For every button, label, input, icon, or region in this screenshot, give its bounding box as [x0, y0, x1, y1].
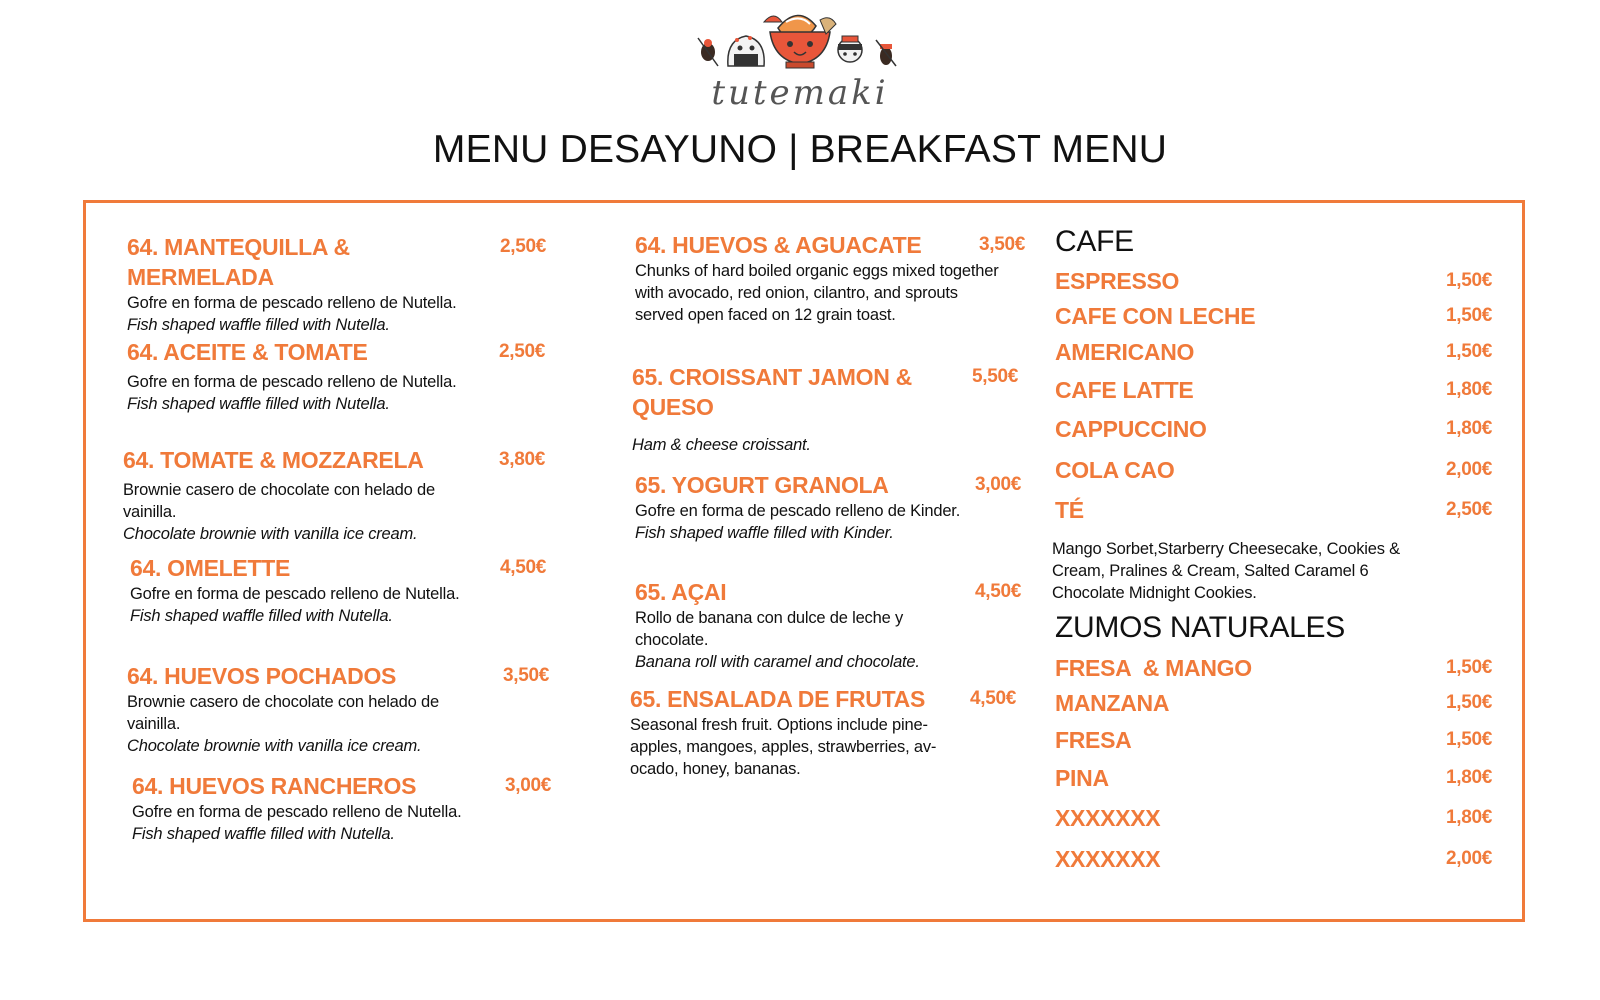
menu-item	[127, 232, 577, 336]
item-description-en: Chocolate brownie with vanilla ice cream.	[127, 737, 422, 755]
item-price: 3,00€	[975, 474, 1022, 495]
item-name: 65. AÇAI	[635, 579, 727, 605]
drink-price: 1,50€	[1445, 692, 1492, 713]
sushi-characters-logo-icon	[690, 10, 910, 112]
drink-name: CAPPUCCINO	[1055, 416, 1207, 442]
drink-name: MANZANA	[1055, 690, 1170, 716]
item-description-es: Seasonal fresh fruit. Options include pine-apples, mangoes, apples, strawberries, av-ocado, honey, bananas.	[630, 716, 937, 778]
drink-price: 2,00€	[1445, 459, 1492, 480]
drink-name: COLA CAO	[1055, 457, 1175, 483]
item-description-es: Gofre en forma de pescado relleno de Nutella.	[132, 803, 462, 821]
drink-item	[1055, 299, 1492, 333]
drink-name: XXXXXXX	[1055, 846, 1161, 872]
menu-item	[130, 553, 580, 627]
drink-price: 1,50€	[1445, 729, 1492, 750]
item-description-es: Brownie casero de chocolate con helado de vainilla.	[123, 481, 435, 521]
drink-item	[1055, 761, 1492, 795]
tutemaki-logo	[690, 10, 910, 112]
drink-item	[1055, 335, 1492, 369]
drink-item	[1055, 412, 1492, 446]
item-description-en: Fish shaped waffle filled with Kinder.	[635, 524, 894, 542]
zumos-section-title: ZUMOS NATURALES	[1055, 611, 1345, 644]
menu-item	[635, 470, 1040, 544]
menu-item	[630, 684, 1040, 780]
item-price: 3,50€	[503, 665, 550, 686]
drink-price: 2,50€	[1445, 499, 1492, 520]
item-description-es: Rollo de banana con dulce de leche y chocolate.	[635, 609, 903, 649]
item-name: 64. OMELETTE	[130, 555, 290, 581]
drink-price: 1,50€	[1445, 270, 1492, 291]
drink-price: 1,80€	[1445, 379, 1492, 400]
item-name: 65. CROISSANT JAMON & QUESO	[632, 364, 912, 420]
item-description-es: Gofre en forma de pescado relleno de Nutella.	[130, 585, 460, 603]
menu-item	[635, 577, 1040, 673]
drink-name: ESPRESSO	[1055, 268, 1180, 294]
item-description-es: Brownie casero de chocolate con helado de vainilla.	[127, 693, 439, 733]
drink-name: PINA	[1055, 765, 1109, 791]
drink-name: FRESA	[1055, 727, 1132, 753]
item-name: 64. HUEVOS POCHADOS	[127, 663, 397, 689]
item-name: 64. TOMATE & MOZZARELA	[123, 447, 424, 473]
item-price: 3,50€	[979, 234, 1026, 255]
item-name: 64. MANTEQUILLA & MERMELADA	[127, 234, 350, 290]
drink-price: 1,80€	[1445, 807, 1492, 828]
item-description-en: Banana roll with caramel and chocolate.	[635, 653, 920, 671]
item-price: 4,50€	[975, 581, 1022, 602]
cafe-section-title: CAFE	[1055, 225, 1134, 258]
drink-item	[1055, 686, 1492, 720]
item-description-en: Fish shaped waffle filled with Nutella.	[127, 395, 390, 413]
drink-price: 1,80€	[1445, 767, 1492, 788]
item-name: 65. YOGURT GRANOLA	[635, 472, 889, 498]
menu-item	[123, 445, 578, 545]
item-description-es: Gofre en forma de pescado relleno de Nutella.	[127, 373, 457, 391]
item-name: 64. ACEITE & TOMATE	[127, 339, 368, 365]
menu-item	[127, 661, 582, 757]
item-description-es: Gofre en forma de pescado relleno de Kinder.	[635, 502, 961, 520]
drink-name: FRESA & MANGO	[1055, 655, 1252, 681]
menu-item	[632, 362, 1037, 456]
item-price: 2,50€	[499, 341, 546, 362]
item-price: 3,80€	[499, 449, 546, 470]
item-description-en: Fish shaped waffle filled with Nutella.	[130, 607, 393, 625]
item-description-en: Ham & cheese croissant.	[632, 436, 811, 454]
drink-item	[1055, 264, 1492, 298]
item-description-en: Chocolate brownie with vanilla ice cream.	[123, 525, 418, 543]
drink-item	[1055, 723, 1492, 757]
page-title: MENU DESAYUNO | BREAKFAST MENU	[432, 128, 1168, 171]
item-name: 65. ENSALADA DE FRUTAS	[630, 686, 925, 712]
item-description-es: Chunks of hard boiled organic eggs mixed together with avocado, red onion, cilantro, and sprouts served open faced on 12 grain toast.	[635, 262, 999, 324]
item-description-en: Fish shaped waffle filled with Nutella.	[132, 825, 395, 843]
item-name: 64. HUEVOS & AGUACATE	[635, 232, 922, 258]
menu-item	[127, 337, 577, 415]
item-price: 2,50€	[500, 236, 547, 257]
item-name: 64. HUEVOS RANCHEROS	[132, 773, 417, 799]
drink-item	[1055, 373, 1492, 407]
drink-name: XXXXXXX	[1055, 805, 1161, 831]
cafe-note: Mango Sorbet,Starberry Cheesecake, Cookies & Cream, Pralines & Cream, Salted Caramel 6 Chocolate Midnight Cookies.	[1052, 540, 1400, 602]
item-price: 4,50€	[500, 557, 547, 578]
drink-price: 1,50€	[1445, 657, 1492, 678]
drink-item	[1055, 493, 1492, 527]
drink-name: CAFE CON LECHE	[1055, 303, 1256, 329]
drink-price: 2,00€	[1445, 848, 1492, 869]
drink-item	[1055, 801, 1492, 835]
item-price: 4,50€	[970, 688, 1017, 709]
item-description-en: Fish shaped waffle filled with Nutella.	[127, 316, 390, 334]
drink-name: CAFE LATTE	[1055, 377, 1194, 403]
drink-name: TÉ	[1055, 497, 1084, 523]
item-description-es: Gofre en forma de pescado relleno de Nutella.	[127, 294, 457, 312]
item-price: 3,00€	[505, 775, 552, 796]
drink-name: AMERICANO	[1055, 339, 1195, 365]
drink-item	[1055, 453, 1492, 487]
menu-item	[635, 230, 1040, 326]
drink-price: 1,50€	[1445, 305, 1492, 326]
menu-item	[132, 771, 582, 845]
drink-price: 1,50€	[1445, 341, 1492, 362]
drink-item	[1055, 651, 1492, 685]
svg-text:tutemaki: tutemaki	[711, 73, 889, 112]
drink-price: 1,80€	[1445, 418, 1492, 439]
item-price: 5,50€	[972, 366, 1019, 387]
drink-item	[1055, 842, 1492, 876]
